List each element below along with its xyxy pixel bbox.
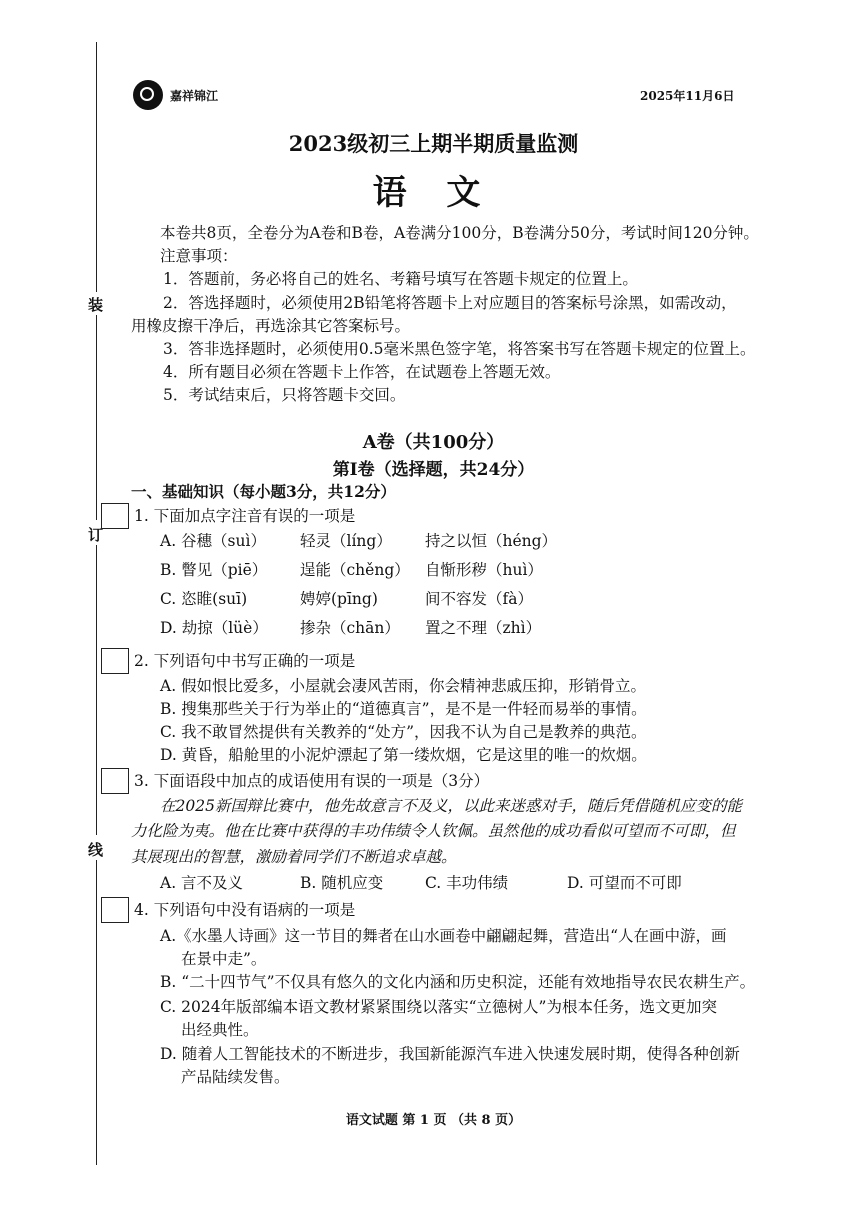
note-4: 4．所有题目必须在答题卡上作答，在试题卷上答题无效。 — [163, 363, 561, 381]
q1-b-1: B. 瞥见（piē） — [160, 561, 268, 579]
exam-intro: 本卷共8页，全卷分为A卷和B卷，A卷满分100分，B卷满分50分，考试时间120分钟。 — [160, 224, 759, 242]
q3-option-c: C. 丰功伟绩 — [425, 874, 509, 892]
q4-option-a: A.《水墨人诗画》这一节目的舞者在山水画卷中翩翩起舞，营造出“人在画中游，画 — [160, 927, 727, 945]
q3-option-d: D. 可望而不可即 — [567, 874, 682, 892]
q1-a-2: 轻灵（líng） — [300, 532, 392, 550]
q4-option-d-cont: 产品陆续发售。 — [181, 1068, 290, 1086]
q1-b-2: 逞能（chěng） — [300, 561, 410, 579]
school-logo-icon — [133, 80, 163, 110]
q3-option-b: B. 随机应变 — [300, 874, 384, 892]
q3-answer-box[interactable] — [101, 768, 129, 794]
note-3: 3．答非选择题时，必须使用0.5毫米黑色签字笔，将答案书写在答题卡规定的位置上。 — [163, 340, 756, 358]
q1-d-2: 掺杂（chān） — [300, 619, 400, 637]
q4-answer-box[interactable] — [101, 897, 129, 923]
note-2-cont: 用橡皮擦干净后，再选涂其它答案标号。 — [131, 317, 411, 335]
section-a1-title: 第Ⅰ卷（选择题，共24分） — [332, 460, 535, 480]
q3-passage-3: 其展现出的智慧，激励着同学们不断追求卓越。 — [131, 848, 457, 866]
q3-passage-2: 力化险为夷。他在比赛中获得的丰功伟绩令人钦佩。虽然他的成功看似可望而不可即，但 — [131, 822, 736, 840]
q1-c-3: 间不容发（fà） — [425, 590, 533, 608]
q2-answer-box[interactable] — [101, 648, 129, 674]
binding-char-ding: 订 — [88, 526, 104, 544]
binding-line-mid1 — [96, 315, 97, 520]
q1-d-3: 置之不理（zhì） — [425, 619, 542, 637]
q1-c-1: C. 恣睢(suī) — [160, 590, 248, 608]
note-1: 1．答题前，务必将自己的姓名、考籍号填写在答题卡规定的位置上。 — [163, 270, 638, 288]
q4-option-d: D. 随着人工智能技术的不断进步，我国新能源汽车进入快速发展时期，使得各种创新 — [160, 1045, 740, 1063]
q3-option-a: A. 言不及义 — [160, 874, 244, 892]
q2-option-b: B. 搜集那些关于行为举止的“道德真言”，是不是一件轻而易举的事情。 — [160, 700, 647, 718]
part1-title: 一、基础知识（每小题3分，共12分） — [131, 482, 396, 501]
q2-option-c: C. 我不敢冒然提供有关教养的“处方”，因我不认为自己是教养的典范。 — [160, 723, 647, 741]
q1-b-3: 自惭形秽（huì） — [425, 561, 543, 579]
exam-date: 2025年11月6日 — [640, 89, 735, 103]
q4-option-a-cont: 在景中走”。 — [181, 950, 267, 968]
school-name: 嘉祥锦江 — [170, 89, 219, 103]
exam-title: 2023级初三上期半期质量监测 — [288, 131, 579, 156]
section-a-title: A卷（共100分） — [362, 432, 505, 453]
page-footer: 语文试题 第 1 页 （共 8 页） — [345, 1113, 522, 1128]
q1-a-3: 持之以恒（héng） — [425, 532, 558, 550]
q4-option-b: B. “二十四节气”不仅具有悠久的文化内涵和历史积淀，还能有效地指导农民农耕生产。 — [160, 973, 756, 991]
q1-stem: 1. 下面加点字注音有误的一项是 — [134, 507, 356, 525]
q4-option-c-cont: 出经典性。 — [181, 1021, 259, 1039]
q2-option-d: D. 黄昏，船舱里的小泥炉漂起了第一缕炊烟，它是这里的唯一的炊烟。 — [160, 746, 647, 764]
notes-title: 注意事项： — [160, 247, 238, 265]
note-2: 2．答选择题时，必须使用2B铅笔将答题卡上对应题目的答案标号涂黑，如需改动， — [163, 294, 737, 312]
binding-char-xian: 线 — [88, 841, 104, 859]
q3-stem: 3. 下面语段中加点的成语使用有误的一项是（3分） — [134, 772, 490, 790]
note-5: 5．考试结束后，只将答题卡交回。 — [163, 386, 406, 404]
binding-line-mid2 — [96, 545, 97, 835]
q3-passage-1: 在2025新国辩比赛中，他先故意言不及义，以此来迷惑对手，随后凭借随机应变的能 — [160, 797, 742, 815]
q1-answer-box[interactable] — [101, 503, 129, 529]
q2-option-a: A. 假如恨比爱多，小屋就会凄风苦雨，你会精神悲戚压抑，形销骨立。 — [160, 677, 647, 695]
q4-option-c: C. 2024年版部编本语文教材紧紧围绕以落实“立德树人”为根本任务，选文更加突 — [160, 998, 717, 1016]
q2-stem: 2. 下列语句中书写正确的一项是 — [134, 652, 356, 670]
q4-stem: 4. 下列语句中没有语病的一项是 — [134, 901, 356, 919]
subject-title: 语 文 — [372, 173, 495, 213]
q1-d-1: D. 劫掠（lüè） — [160, 619, 268, 637]
binding-char-zhuang: 装 — [88, 296, 104, 314]
q1-a-1: A. 谷穗（suì） — [160, 532, 266, 550]
q1-c-2: 娉婷(pīng) — [300, 590, 378, 608]
